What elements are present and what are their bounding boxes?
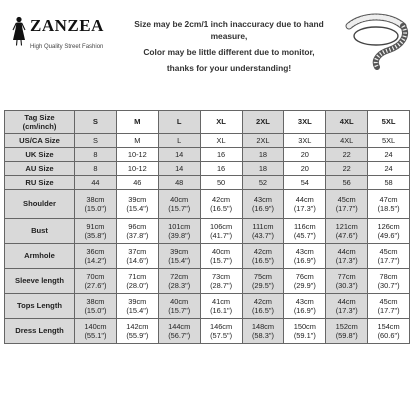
row-label: Shoulder (5, 190, 75, 219)
measure-cell (116, 269, 158, 294)
measure-cm: 43cm (295, 246, 314, 256)
measure-inch: (55.1") (84, 331, 107, 340)
row-label: AU Size (5, 162, 75, 176)
measure-inch: (15.0") (84, 204, 107, 213)
measure-cm: 44cm (295, 194, 314, 204)
measure-cell (242, 319, 284, 344)
measure-cm: 96cm (128, 221, 147, 231)
table-cell: 22 (326, 148, 368, 162)
measure-cm: 72cm (170, 271, 189, 281)
measure-cell (200, 244, 242, 269)
size-header-cell: 4XL (326, 111, 368, 134)
measure-cm: 76cm (295, 271, 314, 281)
table-cell: 4XL (326, 134, 368, 148)
measure-inch: (15.7") (168, 306, 191, 315)
brand-logo: ZANZEA (30, 16, 104, 35)
measure-inch: (41.7") (210, 231, 233, 240)
row-label: Sleeve length (5, 269, 75, 294)
measure-cm: 144cm (168, 321, 191, 331)
measure-cell (242, 269, 284, 294)
measure-cm: 40cm (170, 194, 189, 204)
measure-inch: (28.3") (168, 281, 191, 290)
measure-cm: 45cm (379, 296, 398, 306)
measure-cell (368, 244, 410, 269)
measure-cell (284, 190, 326, 219)
measure-cm: 101cm (168, 221, 191, 231)
measure-inch: (17.3") (293, 204, 316, 213)
measure-cell (326, 269, 368, 294)
measure-inch: (59.1") (293, 331, 316, 340)
measure-cm: 71cm (128, 271, 147, 281)
measure-cell (75, 190, 117, 219)
size-header-cell: L (158, 111, 200, 134)
measure-cm: 78cm (379, 271, 398, 281)
measure-cell (284, 244, 326, 269)
measure-inch: (16.9") (293, 306, 316, 315)
measure-cell (368, 319, 410, 344)
ru-row (5, 176, 410, 190)
measurement-row (5, 269, 410, 294)
measure-inch: (27.6") (84, 281, 107, 290)
measure-cell (284, 294, 326, 319)
table-cell: 16 (200, 162, 242, 176)
measure-inch: (45.7") (293, 231, 316, 240)
measure-cm: 37cm (128, 246, 147, 256)
measure-cell (326, 219, 368, 244)
measure-inch: (16.5") (251, 306, 274, 315)
measure-inch: (56.7") (168, 331, 191, 340)
measurement-rows (5, 190, 410, 344)
measure-cell (75, 244, 117, 269)
us-ca-row (5, 134, 410, 148)
measuring-tape-icon (343, 12, 409, 70)
measure-cm: 150cm (293, 321, 316, 331)
measure-cm: 126cm (377, 221, 400, 231)
measure-cell (116, 319, 158, 344)
measure-cell (368, 219, 410, 244)
measure-cm: 142cm (126, 321, 149, 331)
measure-inch: (29.5") (251, 281, 274, 290)
measure-cell (200, 269, 242, 294)
table-cell: 44 (75, 176, 117, 190)
table-cell: 8 (75, 148, 117, 162)
measure-cell (326, 294, 368, 319)
table-cell: 5XL (368, 134, 410, 148)
table-cell: 10-12 (116, 148, 158, 162)
measure-cm: 47cm (379, 194, 398, 204)
measure-cell (75, 294, 117, 319)
measure-cell (200, 190, 242, 219)
table-cell: 20 (284, 148, 326, 162)
measure-inch: (43.7") (251, 231, 274, 240)
measure-inch: (15.7") (210, 256, 233, 265)
table-cell: 18 (242, 162, 284, 176)
measure-cell (326, 244, 368, 269)
measure-inch: (28.0") (126, 281, 149, 290)
table-cell: 3XL (284, 134, 326, 148)
notice-line-3: thanks for your understanding! (166, 63, 292, 73)
table-cell: M (116, 134, 158, 148)
table-cell: 24 (368, 148, 410, 162)
table-cell: 2XL (242, 134, 284, 148)
measure-inch: (15.4") (126, 204, 149, 213)
measure-cm: 43cm (253, 194, 272, 204)
notice-text (118, 6, 340, 78)
measure-cell (158, 190, 200, 219)
measure-cm: 116cm (293, 221, 316, 231)
measure-inch: (16.5") (251, 256, 274, 265)
measure-inch: (49.6") (377, 231, 400, 240)
measure-inch: (39.8") (168, 231, 191, 240)
tag-size-label: Tag Size (24, 112, 55, 122)
table-cell: 56 (326, 176, 368, 190)
measure-inch: (16.9") (251, 204, 274, 213)
measure-cm: 39cm (128, 296, 147, 306)
tape-block (340, 6, 412, 70)
measure-cell (284, 269, 326, 294)
size-header-cell: S (75, 111, 117, 134)
table-cell: 10-12 (116, 162, 158, 176)
measure-cell (75, 319, 117, 344)
measure-cm: 70cm (86, 271, 105, 281)
table-cell: XL (200, 134, 242, 148)
size-header-cell: M (116, 111, 158, 134)
measure-cm: 40cm (212, 246, 231, 256)
measure-inch: (16.1") (210, 306, 233, 315)
au-row (5, 162, 410, 176)
measure-inch: (16.9") (293, 256, 316, 265)
measure-cm: 41cm (212, 296, 231, 306)
measure-cm: 148cm (251, 321, 275, 331)
measure-cell (158, 219, 200, 244)
measure-cell (368, 190, 410, 219)
measurement-row (5, 244, 410, 269)
measure-cm: 42cm (212, 194, 231, 204)
measure-cm: 45cm (337, 194, 356, 204)
measure-cell (242, 244, 284, 269)
measure-cell (200, 219, 242, 244)
measure-cm: 106cm (209, 221, 233, 231)
measure-cell (158, 294, 200, 319)
measure-cell (200, 319, 242, 344)
measure-cell (242, 219, 284, 244)
brand-tagline: High Quality Street Fashion (30, 44, 104, 50)
measure-cm: 38cm (86, 296, 105, 306)
row-label: Armhole (5, 244, 75, 269)
row-label: Bust (5, 219, 75, 244)
measure-inch: (29.9") (293, 281, 316, 290)
measure-cm: 140cm (84, 321, 107, 331)
measure-inch: (15.4") (168, 256, 191, 265)
tag-size-header (5, 111, 75, 134)
measurement-row (5, 294, 410, 319)
measure-inch: (14.2") (84, 256, 107, 265)
table-cell: 52 (242, 176, 284, 190)
measure-cell (116, 294, 158, 319)
measurement-row (5, 219, 410, 244)
measurement-row (5, 190, 410, 219)
measure-cell (242, 294, 284, 319)
size-header-cell: 5XL (368, 111, 410, 134)
measure-cell (368, 269, 410, 294)
row-label: Dress Length (5, 319, 75, 344)
measure-cm: 121cm (335, 221, 358, 231)
measure-inch: (17.7") (377, 306, 400, 315)
size-header-cell: 3XL (284, 111, 326, 134)
table-cell: 22 (326, 162, 368, 176)
measure-cm: 45cm (379, 246, 398, 256)
measure-cm: 39cm (170, 246, 189, 256)
measure-cm: 111cm (252, 221, 274, 231)
measure-cell (242, 190, 284, 219)
notice-line-2: Color may be little different due to monitor, (143, 47, 315, 57)
measure-inch: (14.6") (126, 256, 149, 265)
measure-cell (116, 190, 158, 219)
measure-inch: (30.7") (377, 281, 400, 290)
tag-unit-label: (cm/inch) (22, 122, 57, 131)
measure-inch: (35.8") (84, 231, 107, 240)
measure-cm: 36cm (86, 246, 105, 256)
measure-inch: (60.6") (377, 331, 400, 340)
table-cell: 16 (200, 148, 242, 162)
table-cell: 14 (158, 162, 200, 176)
measure-inch: (18.5") (377, 204, 400, 213)
measure-inch: (59.8") (335, 331, 358, 340)
measure-cm: 39cm (128, 194, 147, 204)
measure-inch: (17.7") (335, 204, 358, 213)
measure-inch: (17.3") (335, 256, 358, 265)
row-label: Tops Length (5, 294, 75, 319)
measure-cm: 91cm (86, 221, 105, 231)
measure-inch: (15.4") (126, 306, 149, 315)
measure-inch: (37.8") (126, 231, 149, 240)
measure-inch: (28.7") (210, 281, 233, 290)
measure-inch: (55.9") (126, 331, 149, 340)
measure-cm: 38cm (86, 194, 105, 204)
measure-cm: 152cm (335, 321, 358, 331)
measure-inch: (30.3") (335, 281, 358, 290)
measure-cm: 42cm (253, 246, 272, 256)
table-cell: 24 (368, 162, 410, 176)
measure-cell (284, 319, 326, 344)
measure-inch: (15.0") (84, 306, 107, 315)
brand-block (4, 6, 118, 50)
table-cell: 58 (368, 176, 410, 190)
measure-inch: (17.7") (377, 256, 400, 265)
measure-cm: 73cm (212, 271, 231, 281)
measure-cell (75, 219, 117, 244)
measure-cell (200, 294, 242, 319)
table-cell: 46 (116, 176, 158, 190)
measure-cm: 146cm (209, 321, 233, 331)
table-cell: S (75, 134, 117, 148)
tag-size-row (5, 111, 410, 134)
measure-cm: 44cm (337, 296, 356, 306)
row-label: RU Size (5, 176, 75, 190)
measure-cell (326, 190, 368, 219)
measure-cell (158, 269, 200, 294)
measure-inch: (57.5") (210, 331, 233, 340)
table-cell: 50 (200, 176, 242, 190)
measure-cm: 154cm (377, 321, 400, 331)
size-table (4, 110, 410, 344)
measure-cell (284, 219, 326, 244)
measure-cell (116, 219, 158, 244)
table-cell: 54 (284, 176, 326, 190)
measure-inch: (17.3") (335, 306, 358, 315)
measure-cm: 40cm (170, 296, 189, 306)
measure-cell (158, 319, 200, 344)
notice-line-1: Size may be 2cm/1 inch inaccuracy due to hand measure, (134, 19, 324, 41)
measure-cell (75, 269, 117, 294)
measure-cell (158, 244, 200, 269)
uk-row (5, 148, 410, 162)
measure-cm: 75cm (253, 271, 272, 281)
measure-cm: 43cm (295, 296, 314, 306)
measure-cell (326, 319, 368, 344)
size-header-cell: XL (200, 111, 242, 134)
measure-inch: (16.5") (210, 204, 233, 213)
measure-cell (116, 244, 158, 269)
table-cell: 48 (158, 176, 200, 190)
row-label: UK Size (5, 148, 75, 162)
table-cell: L (158, 134, 200, 148)
measure-inch: (47.6") (335, 231, 358, 240)
size-header-cell: 2XL (242, 111, 284, 134)
row-label: US/CA Size (5, 134, 75, 148)
brand-row (10, 16, 104, 46)
measure-cm: 42cm (253, 296, 272, 306)
table-cell: 18 (242, 148, 284, 162)
header (4, 6, 412, 110)
measure-cell (368, 294, 410, 319)
measure-inch: (15.7") (168, 204, 191, 213)
table-cell: 8 (75, 162, 117, 176)
table-cell: 14 (158, 148, 200, 162)
measure-cm: 77cm (337, 271, 356, 281)
measure-cm: 44cm (337, 246, 356, 256)
table-cell: 20 (284, 162, 326, 176)
woman-silhouette-icon (10, 16, 28, 46)
measurement-row (5, 319, 410, 344)
measure-inch: (58.3") (251, 331, 274, 340)
